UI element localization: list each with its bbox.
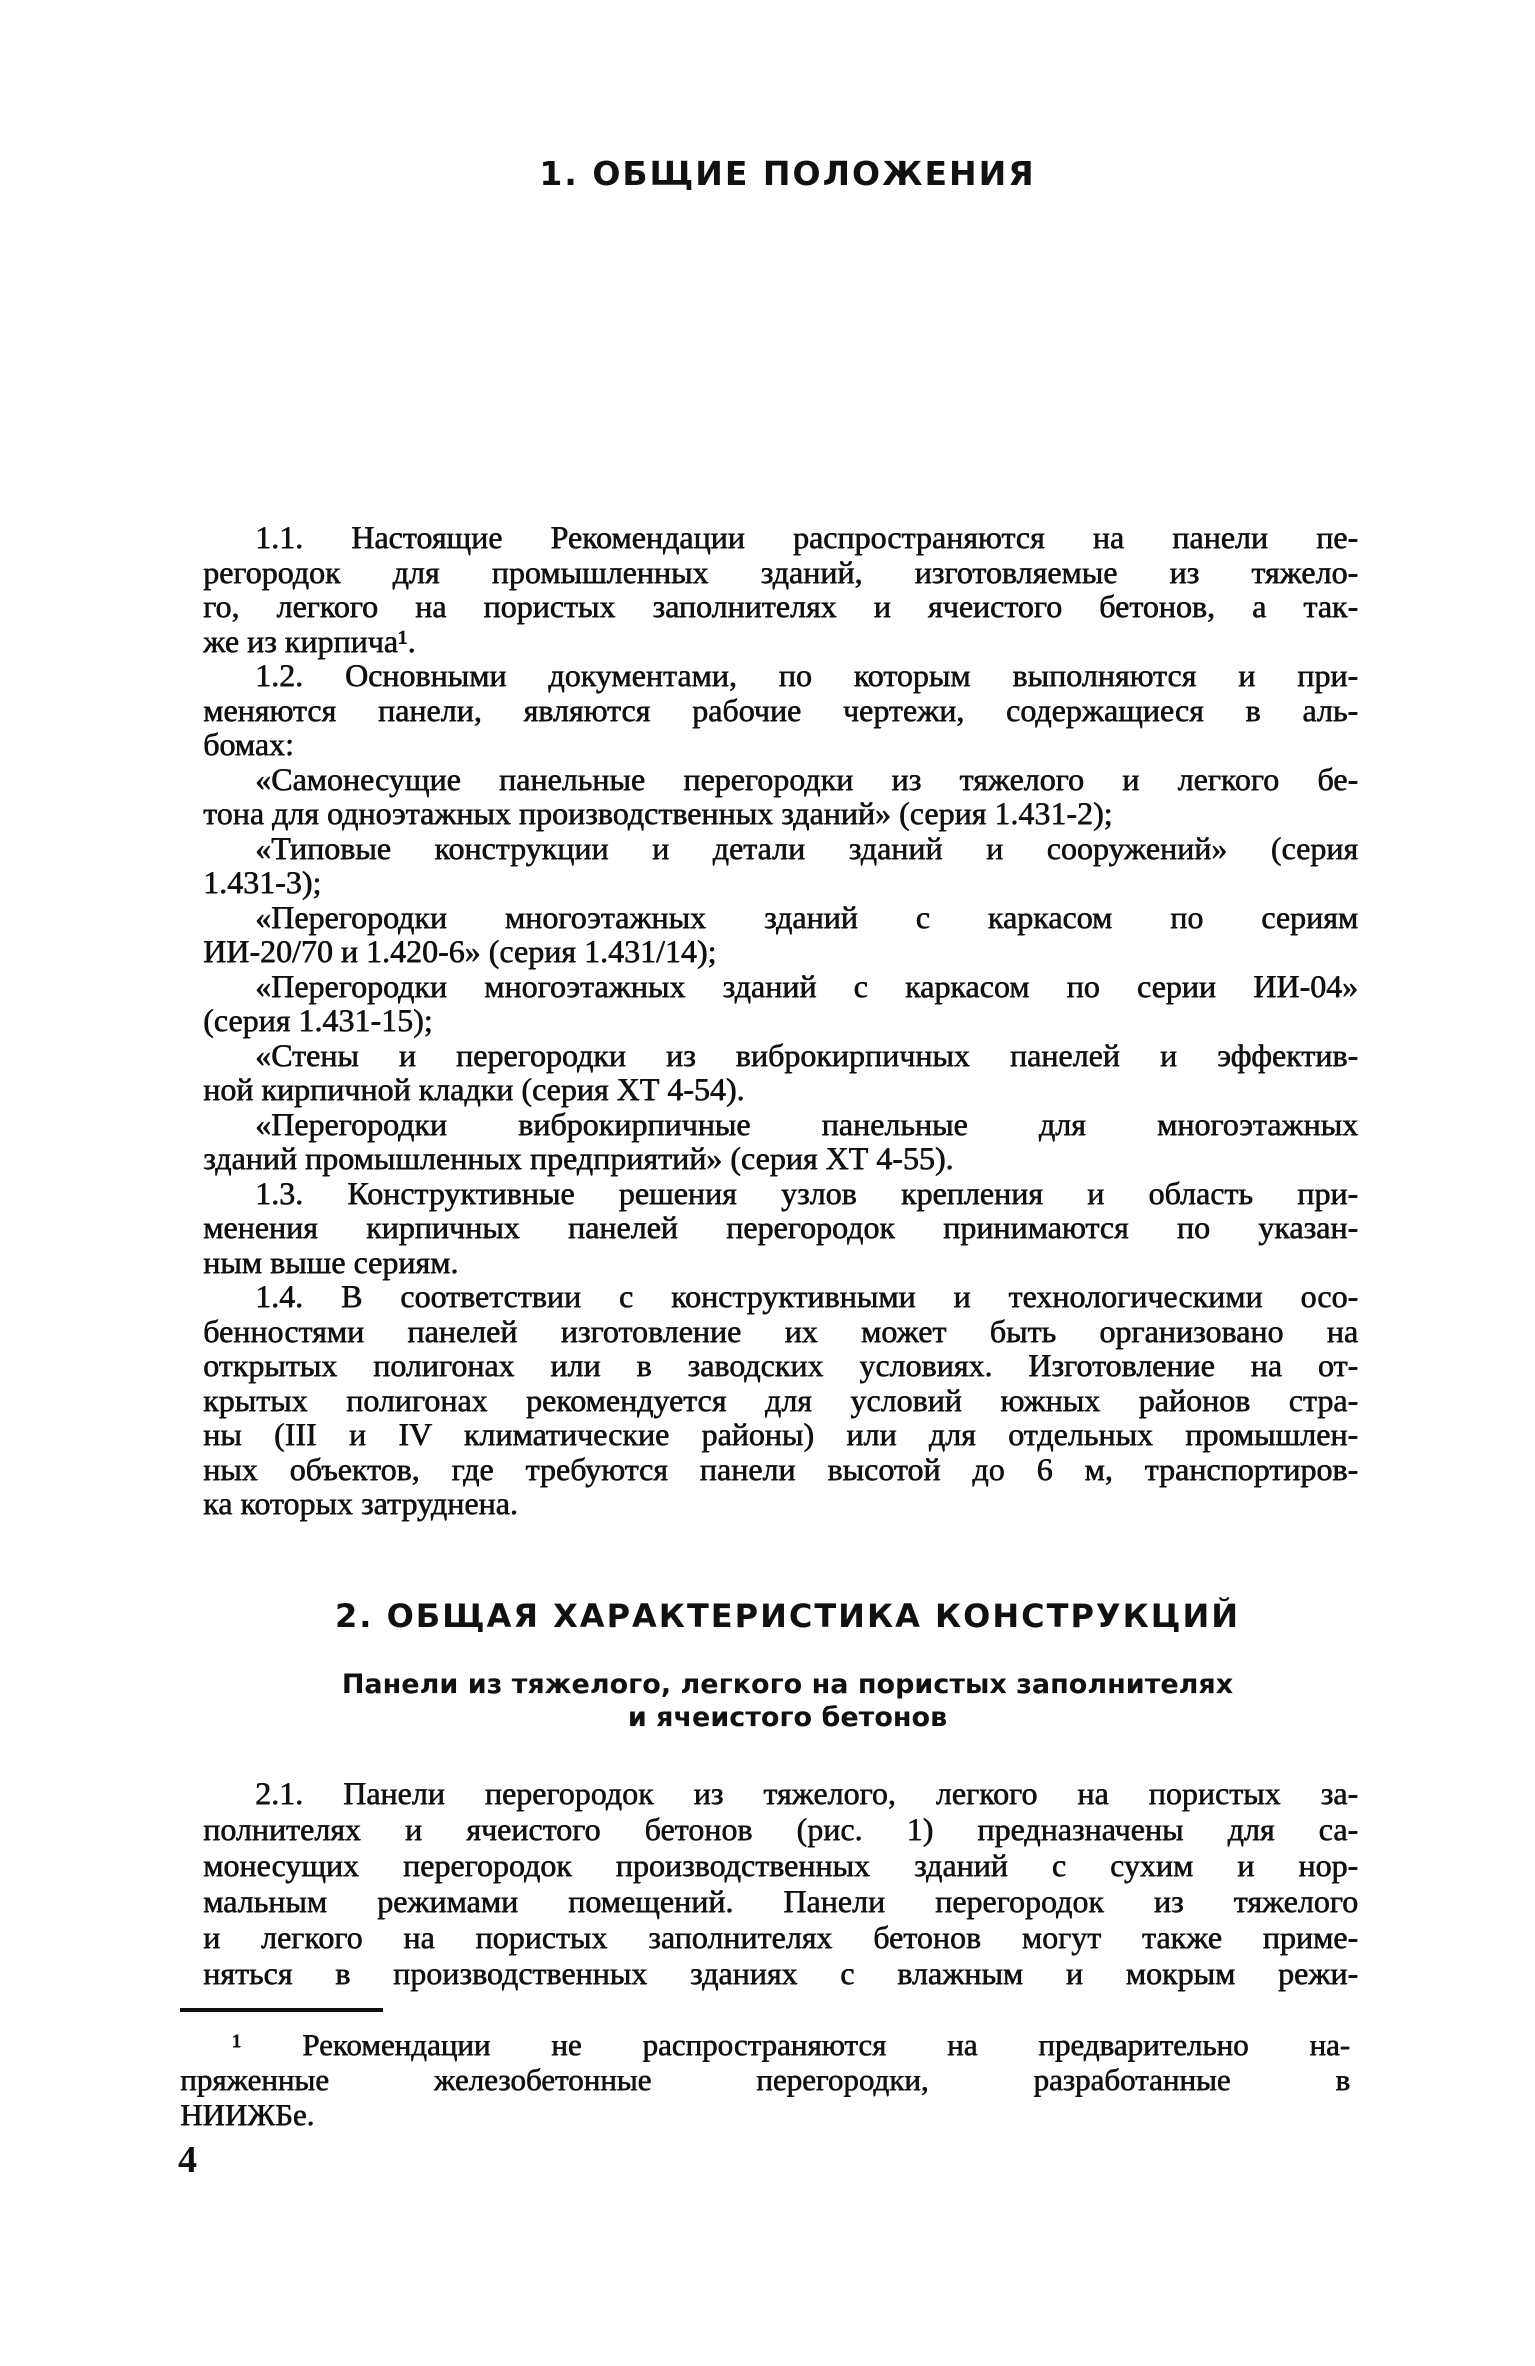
text-line: ной кирпичной кладки (серия ХТ 4-54).: [203, 1071, 745, 1107]
footnote: [180, 2027, 1350, 2132]
text-line: 2.1. Панели перегородок из тяжелого, легкого на пористых за-: [255, 1775, 1358, 1811]
page-number: 4: [178, 2139, 197, 2181]
text-line: 1.3. Конструктивные решения узлов крепления и область при-: [255, 1174, 1358, 1211]
footnote-divider: [180, 2008, 383, 2012]
section-2-subheading-line: Панели из тяжелого, легкого на пористых заполнителях: [341, 1669, 1234, 1700]
text-line: (серия 1.431-15);: [203, 1002, 433, 1038]
text-line: ка которых затруднена.: [203, 1485, 518, 1521]
text-line: «Самонесущие панельные перегородки из тяжелого и легкого бе-: [255, 760, 1358, 797]
text-line: ны (III и IV климатические районы) или для отдельных промышлен-: [203, 1416, 1358, 1452]
text-line: меняются панели, являются рабочие чертежи, содержащиеся в аль-: [203, 691, 1358, 728]
text-line: открытых полигонах или в заводских условиях. Изготовление на от-: [203, 1347, 1358, 1383]
footnote-line: НИИЖБе.: [180, 2097, 315, 2132]
text-line: менения кирпичных панелей перегородок принимаются по указан-: [203, 1209, 1358, 1245]
text-line: и легкого на пористых заполнителях бетонов могут также приме-: [203, 1919, 1358, 1955]
text-line: бенностями панелей изготовление их может быть организовано на: [203, 1312, 1358, 1349]
text-line: ИИ-20/70 и 1.420-6» (серия 1.431/14);: [203, 933, 717, 969]
text-line: «Перегородки многоэтажных зданий с каркасом по сериям: [255, 898, 1358, 935]
section-2-body: [203, 1775, 1358, 1991]
text-line: 1.431-3);: [203, 864, 322, 900]
text-line: монесущих перегородок производственных зданий с сухим и нор-: [203, 1847, 1358, 1883]
section-1-heading: 1. ОБЩИЕ ПОЛОЖЕНИЯ: [539, 154, 1036, 193]
section-2-heading: 2. ОБЩАЯ ХАРАКТЕРИСТИКА КОНСТРУКЦИЙ: [335, 1597, 1240, 1635]
text-line: 1.4. В соответствии с конструктивными и технологическими осо-: [255, 1278, 1358, 1314]
text-line: мальным режимами помещений. Панели перегородок из тяжелого: [203, 1883, 1358, 1919]
text-line: полнителях и ячеистого бетонов (рис. 1) предназначены для са-: [203, 1811, 1358, 1847]
text-line: «Перегородки многоэтажных зданий с каркасом по серии ИИ-04»: [255, 967, 1358, 1004]
text-line: зданий промышленных предприятий» (серия ХТ 4-55).: [203, 1140, 954, 1176]
text-line: няться в производственных зданиях с влажным и мокрым режи-: [203, 1955, 1358, 1991]
text-line: же из кирпича¹.: [203, 622, 416, 659]
text-line: крытых полигонах рекомендуется для условий южных районов стра-: [203, 1381, 1358, 1418]
text-line: бомах:: [203, 726, 294, 762]
footnote-line: пряженные железобетонные перегородки, разработанные в: [180, 2062, 1350, 2097]
section-1-body: [203, 520, 1358, 1521]
text-line: тона для одноэтажных производственных зданий» (серия 1.431-2);: [203, 795, 1113, 831]
section-2-subheading-line: и ячеистого бетонов: [627, 1702, 948, 1733]
text-line: ных объектов, где требуются панели высотой до 6 м, транспортиров-: [203, 1450, 1358, 1487]
text-line: «Стены и перегородки из виброкирпичных панелей и эффектив-: [255, 1036, 1358, 1073]
text-line: регородок для промышленных зданий, изготовляемые из тяжело-: [203, 553, 1358, 590]
text-line: «Перегородки виброкирпичные панельные для многоэтажных: [255, 1105, 1358, 1142]
text-line: 1.1. Настоящие Рекомендации распространяются на панели пе-: [255, 519, 1358, 555]
text-line: ным выше сериям.: [203, 1243, 459, 1280]
text-line: 1.2. Основными документами, по которым выполняются и при-: [255, 657, 1358, 693]
text-line: «Типовые конструкции и детали зданий и сооружений» (серия: [255, 829, 1358, 866]
footnote-line: ¹ Рекомендации не распространяются на предварительно на-: [232, 2027, 1350, 2062]
text-line: го, легкого на пористых заполнителях и ячеистого бетонов, а так-: [203, 588, 1358, 624]
